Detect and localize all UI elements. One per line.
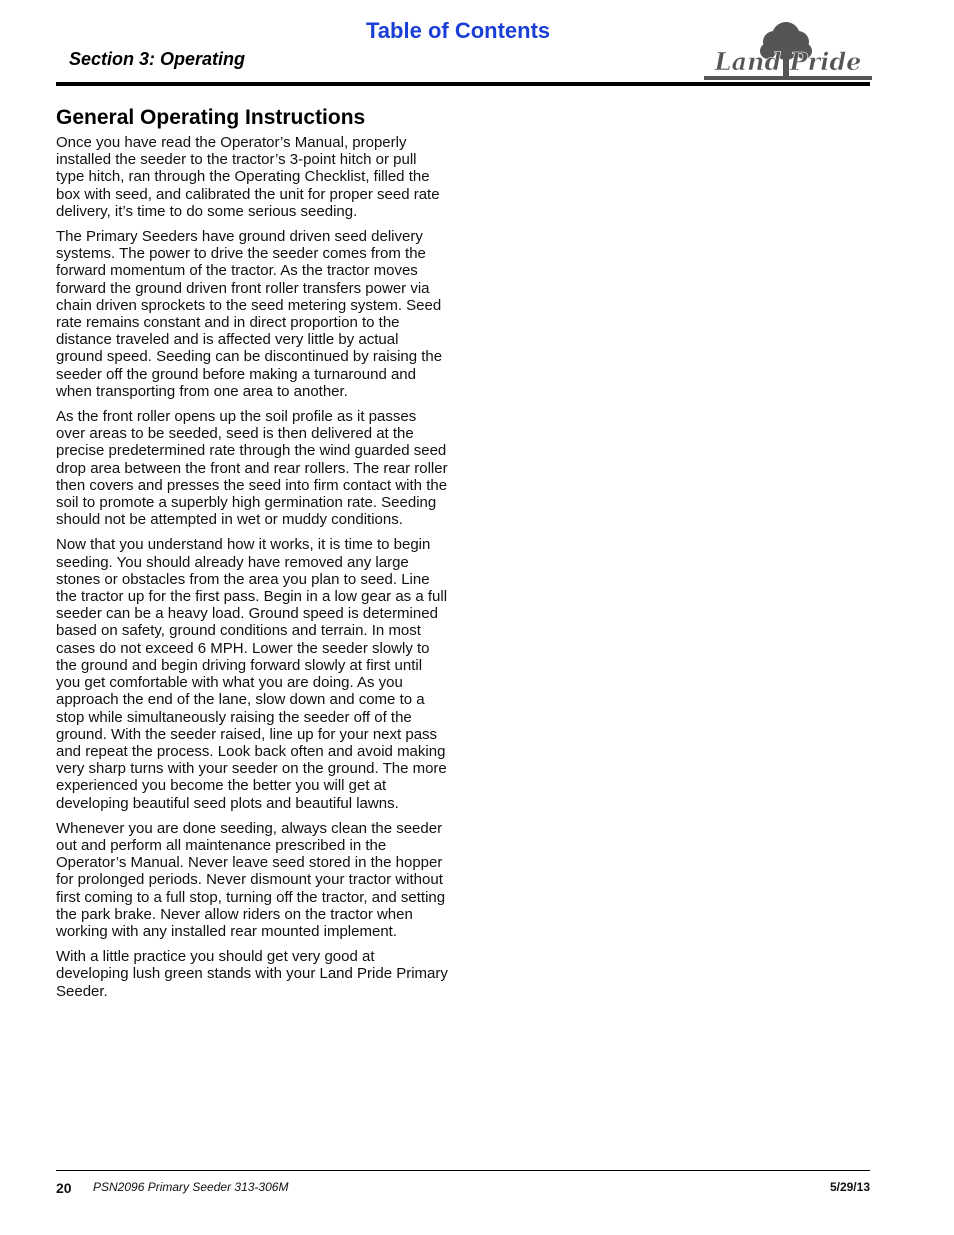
paragraph: Once you have read the Operator’s Manual, properly installed the seeder to the tractor’s 3-point hitch or pull type hitch, ran through the Operating Checklist, filled the box with seed, and calibrated the unit for proper seed rate delivery, it’s time to do some serious seeding. [56,134,440,220]
page-number: 20 [56,1180,72,1196]
paragraph: The Primary Seeders have ground driven seed delivery systems. The power to drive the seeder comes from the forward momentum of the tractor. As the tractor moves forward the ground driven front roller transfers power via chain driven sprockets to the seed metering system. Seed rate remains constant and in direct proportion to the distance traveled and is affected very little by actual ground speed. Seeding can be discontinued by raising the seeder off the ground before making a turnaround and when transporting from one area to another. [56,228,443,400]
document-date: 5/29/13 [829,1180,870,1194]
paragraph: As the front roller opens up the soil profile as it passes over areas to be seeded, seed is then delivered at the precise predetermined rate through the wind guarded seed drop area between the front and rear rollers. The rear roller then covers and presses the seed into firm contact with the soil to promote a superbly high germination rate. Seeding should not be attempted in wet or muddy conditions. [56,408,448,529]
table-of-contents-link[interactable]: Table of Contents [366,18,551,43]
header-divider [56,82,870,86]
logo-wordmark: Land Pride [714,47,862,76]
document-id: PSN2096 Primary Seeder 313-306M [93,1180,289,1194]
paragraph: With a little practice you should get very good at developing lush green stands with your Land Pride Primary Seeder. [56,948,448,1000]
land-pride-logo [700,18,872,84]
footer-divider [56,1170,870,1171]
paragraph: Now that you understand how it works, it is time to begin seeding. You should already have removed any large stones or obstacles from the area you plan to seed. Line the tractor up for the first pass. Begin in a low gear as a full seeder can be a heavy load. Ground speed is determined based on safety, ground conditions and terrain. In most cases do not exceed 6 MPH. Lower the seeder slowly to the ground and begin driving forward slowly at first until you get comfortable with what you are doing. As you approach the end of the lane, slow down and come to a stop while simultaneously raising the seeder off of the ground. With the seeder raised, line up for your next pass and repeat the process. Look back often and avoid making very sharp turns with your seeder on the ground. The more experienced you become the better you will get at developing beautiful seed plots and beautiful lawns. [56,536,448,812]
page-heading: General Operating Instructions [56,106,366,129]
paragraph: Whenever you are done seeding, always clean the seeder out and perform all maintenance prescribed in the Operator’s Manual. Never leave seed stored in the hopper for prolonged periods. Never dismount your tractor without first coming to a full stop, turning off the tractor, and setting the park brake. Never allow riders on the tractor when working with any installed rear mounted implement. [56,819,446,940]
body-text [56,134,448,1008]
section-title: Section 3: Operating [69,49,246,69]
